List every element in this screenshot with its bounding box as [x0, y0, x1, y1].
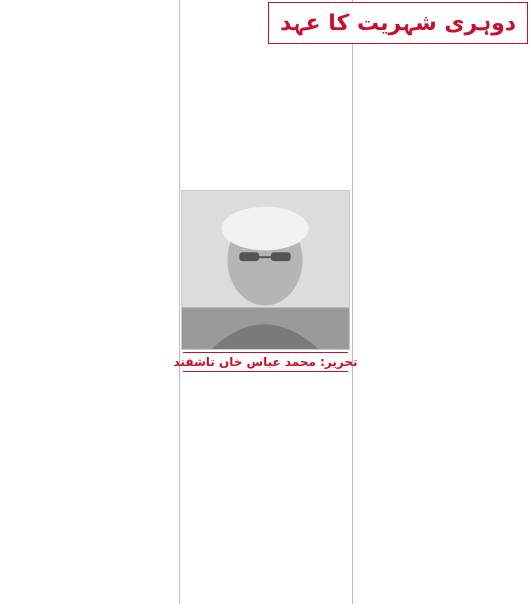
author-byline: تحریر: محمد عباس خاں تاشقند	[173, 355, 358, 369]
article-title: دوہری شہریت کا عہد	[279, 10, 517, 36]
author-photo	[181, 190, 350, 350]
article-column-right	[353, 0, 529, 604]
author-byline-box	[173, 352, 358, 372]
column-divider-right	[352, 0, 353, 604]
column-divider-left	[179, 0, 180, 604]
article-column-left	[0, 0, 178, 604]
article-title-box	[268, 2, 528, 44]
author-portrait-icon	[182, 191, 349, 349]
